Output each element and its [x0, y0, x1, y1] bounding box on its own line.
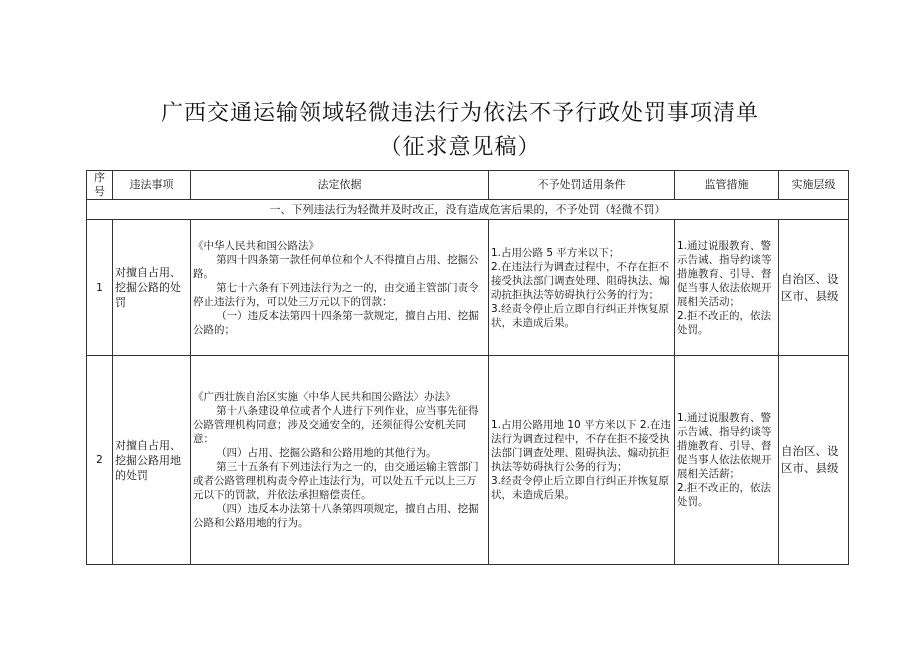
penalty-exemption-table — [86, 170, 849, 565]
basis-line: （四）占用、挖掘公路和公路用地的其他行为。 — [216, 447, 437, 459]
basis-line: （一）违反本法第四十四条第一款规定，擅自占用、挖掘公路的； — [193, 309, 479, 336]
legal-basis — [191, 220, 489, 356]
header-basis: 法定依据 — [191, 171, 489, 200]
measure-line: 2.拒不改正的，依法处罚。 — [677, 309, 772, 336]
measure-line: 1.通过说服教育、警示告诫、指导约谈等措施教育、引导、督促当事人依法依规开展相关活动； — [677, 239, 772, 308]
table-row — [87, 220, 849, 356]
header-no: 序号 — [87, 171, 113, 200]
header-level: 实施层级 — [779, 171, 849, 200]
section-row — [87, 200, 849, 220]
header-matter: 违法事项 — [113, 171, 191, 200]
legal-basis — [191, 356, 489, 565]
basis-line: 第七十六条有下列违法行为之一的，由交通主管部门责令停止违法行为，可以处三万元以下的罚款： — [193, 281, 479, 308]
measure-line: 2.拒不改正的，依法处罚。 — [677, 482, 772, 508]
row-number: 1 — [87, 220, 113, 356]
condition-line: 1.占用公路用地 10 平方米以下 2.在违法行为调查过程中，不存在拒不接受执法部门调查处理、阻碍执法、煽动抗拒执法等妨碍执行公务的行为； — [491, 419, 671, 473]
exemption-conditions — [489, 220, 675, 356]
exemption-conditions — [489, 356, 675, 565]
condition-line: 1.占用公路 5 平方米以下； — [491, 246, 620, 259]
implementation-level: 自治区、设区市、县级 — [779, 356, 849, 565]
basis-line: 《广西壮族自治区实施〈中华人民共和国公路法〉办法》 — [193, 391, 456, 403]
measure-line: 1.通过说服教育、警示告诫、指导约谈等措施教育、引导、督促当事人依法依规开展相关活薪； — [677, 412, 772, 480]
table-row — [87, 356, 849, 565]
condition-line: 3.经责令停止后立即自行纠正并恢复原状，未造成后果。 — [491, 475, 670, 501]
implementation-level: 自治区、设区市、县级 — [779, 220, 849, 356]
violation-matter: 对擅自占用、挖掘公路的处罚 — [113, 220, 191, 356]
basis-line: 第十八条建设单位或者个人进行下列作业，应当事先征得公路管理机构同意；涉及交通安全的，还须征得公安机关同意： — [193, 405, 479, 445]
row-number: 2 — [87, 356, 113, 565]
supervision-measures — [675, 220, 779, 356]
basis-line: 第三十五条有下列违法行为之一的，由交通运输主管部门或者公路管理机构责令停止违法行为，可以处五千元以上三万元以下的罚款，并依法承担赔偿责任。 — [193, 461, 479, 501]
document-subtitle: （征求意见稿） — [379, 135, 541, 160]
header-conditions: 不予处罚适用条件 — [489, 171, 675, 200]
condition-line: 2.在违法行为调查过程中，不存在拒不接受执法部门调查处理、阻碍执法、煽动抗拒执法等妨碍执行公务的行为； — [491, 260, 670, 301]
supervision-measures — [675, 356, 779, 565]
section-title: 一、下列违法行为轻微并及时改正，没有造成危害后果的，不予处罚（轻微不罚） — [87, 200, 849, 220]
violation-matter: 对擅自占用、挖掘公路用地的处罚 — [113, 356, 191, 565]
condition-line: 3.经责令停止后立即自行纠正并恢复原状，未造成后果。 — [491, 302, 670, 329]
document-title: 广西交通运输领域轻微违法行为依法不予行政处罚事项清单 — [160, 101, 759, 126]
header-measures: 监管措施 — [675, 171, 779, 200]
basis-line: （四）违反本办法第十八条第四项规定，擅自占用、挖掘公路和公路用地的行为。 — [193, 503, 479, 529]
basis-line: 《中华人民共和国公路法》 — [193, 239, 319, 252]
table-header-row — [87, 171, 849, 200]
basis-line: 第四十四条第一款任何单位和个人不得擅自占用、挖掘公路。 — [193, 253, 479, 280]
